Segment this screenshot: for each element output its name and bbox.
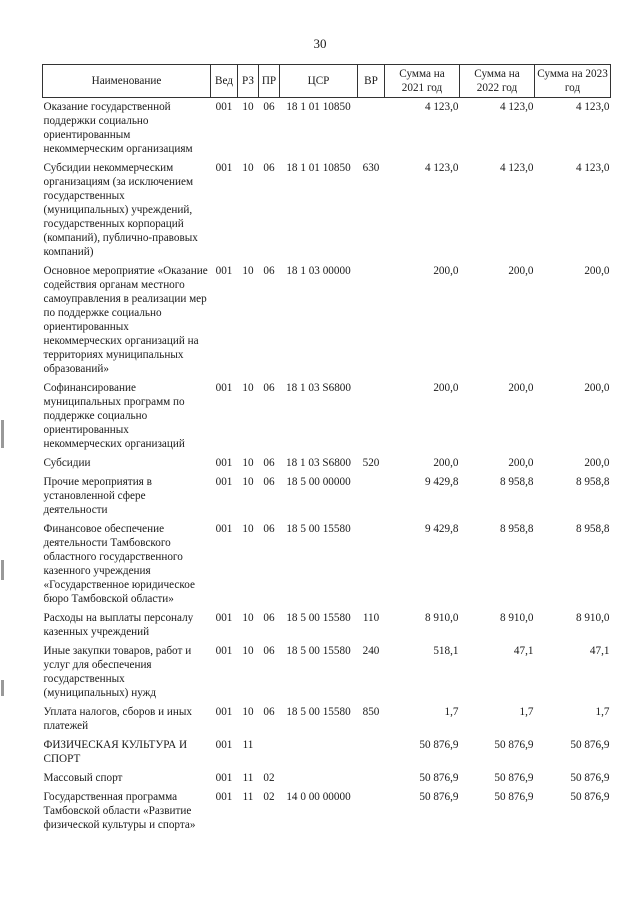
cell-vr [358, 788, 385, 835]
cell-name: Иные закупки товаров, работ и услуг для обеспечения государственных (муниципальных) нужд [43, 645, 192, 699]
cell-sum-2022: 50 876,9 [494, 791, 534, 803]
cell-rz: 11 [242, 772, 254, 784]
cell-rz: 11 [242, 791, 254, 803]
cell-sum-2021: 50 876,9 [419, 739, 459, 751]
table-row [43, 520, 611, 609]
header-2023: Сумма на 2023 год [535, 65, 611, 98]
cell-sum-2022: 8 958,8 [499, 523, 534, 535]
table-row [43, 473, 611, 520]
cell-ved: 001 [215, 382, 233, 394]
cell-name: Оказание государственной поддержки социально ориентированным некоммерческим организациям [43, 101, 193, 155]
cell-sum-2021: 9 429,8 [424, 476, 459, 488]
cell-rz: 10 [242, 382, 254, 394]
cell-name: Государственная программа Тамбовской области «Развитие физической культуры и спорта» [43, 791, 196, 831]
cell-ved: 001 [215, 457, 233, 469]
cell-csr: 18 5 00 15580 [286, 523, 351, 535]
cell-vr [358, 379, 385, 454]
cell-vr: 520 [362, 457, 380, 469]
cell-pr: 06 [263, 476, 275, 488]
cell-rz: 10 [242, 265, 254, 277]
cell-csr: 18 1 01 10850 [286, 101, 351, 113]
cell-sum-2023: 8 958,8 [575, 523, 610, 535]
table-row [43, 788, 611, 835]
cell-sum-2022: 200,0 [508, 265, 534, 277]
cell-pr: 02 [263, 772, 275, 784]
cell-sum-2021: 50 876,9 [419, 791, 459, 803]
table-row [43, 262, 611, 379]
cell-vr [358, 736, 385, 769]
cell-rz: 10 [242, 523, 254, 535]
cell-ved: 001 [215, 772, 233, 784]
cell-name: Субсидии некоммерческим организациям (за исключением государственных (муниципальных) учреждений, государственных корпораций (компаний), публично-правовых компаний) [43, 162, 198, 258]
cell-name: Финансовое обеспечение деятельности Тамбовского областного государственного казенного учреждения «Государственное юридическое бюро Тамбовской области» [43, 523, 195, 605]
header-2022: Сумма на 2022 год [460, 65, 535, 98]
cell-vr: 630 [362, 162, 380, 174]
cell-csr: 18 5 00 15580 [286, 706, 351, 718]
cell-ved: 001 [215, 101, 233, 113]
cell-vr [358, 520, 385, 609]
cell-pr: 06 [263, 101, 275, 113]
cell-vr [358, 98, 385, 160]
cell-sum-2023: 8 910,0 [575, 612, 610, 624]
cell-sum-2023: 4 123,0 [575, 101, 610, 113]
cell-sum-2023: 50 876,9 [570, 772, 610, 784]
cell-sum-2021: 200,0 [433, 457, 459, 469]
table-row [43, 159, 611, 262]
header-row [43, 65, 611, 98]
table-row [43, 379, 611, 454]
cell-sum-2023: 47,1 [589, 645, 610, 657]
header-csr: ЦСР [280, 65, 358, 98]
cell-vr [358, 769, 385, 788]
budget-table [42, 64, 611, 835]
cell-pr: 02 [263, 791, 275, 803]
cell-vr: 850 [362, 706, 380, 718]
cell-sum-2022: 8 958,8 [499, 476, 534, 488]
header-pr: ПР [259, 65, 280, 98]
header-2021: Сумма на 2021 год [385, 65, 460, 98]
cell-pr: 06 [263, 706, 275, 718]
cell-vr: 110 [362, 612, 380, 624]
cell-vr: 240 [362, 645, 380, 657]
cell-pr: 06 [263, 457, 275, 469]
cell-sum-2023: 1,7 [595, 706, 610, 718]
scan-edge-marks [0, 0, 6, 905]
table-row [43, 98, 611, 160]
header-rz: РЗ [238, 65, 259, 98]
cell-sum-2021: 200,0 [433, 382, 459, 394]
cell-pr: 06 [263, 523, 275, 535]
cell-sum-2022: 8 910,0 [499, 612, 534, 624]
cell-csr: 18 1 03 00000 [286, 265, 351, 277]
cell-name: ФИЗИЧЕСКАЯ КУЛЬТУРА И СПОРТ [43, 739, 188, 765]
cell-sum-2021: 200,0 [433, 265, 459, 277]
page-number: 30 [313, 36, 327, 51]
cell-ved: 001 [215, 706, 233, 718]
cell-sum-2022: 47,1 [513, 645, 534, 657]
cell-rz: 10 [242, 162, 254, 174]
cell-rz: 10 [242, 457, 254, 469]
cell-rz: 10 [242, 476, 254, 488]
cell-csr [280, 769, 358, 788]
cell-csr: 18 1 01 10850 [286, 162, 351, 174]
header-ved: Вед [211, 65, 238, 98]
cell-ved: 001 [215, 645, 233, 657]
cell-sum-2023: 50 876,9 [570, 739, 610, 751]
table-row [43, 736, 611, 769]
cell-rz: 10 [242, 706, 254, 718]
cell-sum-2022: 200,0 [508, 382, 534, 394]
cell-ved: 001 [215, 265, 233, 277]
cell-sum-2023: 200,0 [584, 457, 610, 469]
cell-ved: 001 [215, 162, 233, 174]
cell-rz: 10 [242, 101, 254, 113]
cell-name: Уплата налогов, сборов и иных платежей [43, 706, 193, 732]
cell-pr: 06 [263, 612, 275, 624]
table-row [43, 703, 611, 736]
table-row [43, 769, 611, 788]
cell-csr: 18 1 03 S6800 [286, 457, 351, 469]
cell-name: Расходы на выплаты персоналу казенных учреждений [43, 612, 194, 638]
cell-pr: 06 [263, 382, 275, 394]
cell-sum-2021: 1,7 [444, 706, 459, 718]
cell-sum-2022: 4 123,0 [499, 162, 534, 174]
cell-sum-2023: 4 123,0 [575, 162, 610, 174]
cell-sum-2021: 518,1 [433, 645, 459, 657]
header-name: Наименование [43, 65, 211, 98]
cell-ved: 001 [215, 523, 233, 535]
cell-ved: 001 [215, 476, 233, 488]
cell-rz: 10 [242, 645, 254, 657]
cell-csr: 18 1 03 S6800 [286, 382, 351, 394]
cell-rz: 10 [242, 612, 254, 624]
cell-sum-2023: 50 876,9 [570, 791, 610, 803]
cell-sum-2023: 200,0 [584, 382, 610, 394]
cell-csr [280, 736, 358, 769]
cell-sum-2021: 4 123,0 [424, 101, 459, 113]
cell-ved: 001 [215, 612, 233, 624]
cell-sum-2021: 4 123,0 [424, 162, 459, 174]
cell-csr: 18 5 00 15580 [286, 645, 351, 657]
table-row [43, 642, 611, 703]
cell-sum-2022: 50 876,9 [494, 772, 534, 784]
cell-name: Основное мероприятие «Оказание содействия органам местного самоуправления в реализации мер по поддержке социально ориентированных некоммерческих организаций на территориях муниципальных образований» [43, 265, 208, 375]
cell-csr: 14 0 00 00000 [286, 791, 351, 803]
cell-csr: 18 5 00 00000 [286, 476, 351, 488]
cell-sum-2022: 4 123,0 [499, 101, 534, 113]
cell-sum-2022: 1,7 [519, 706, 534, 718]
cell-name: Софинансирование муниципальных программ по поддержке социально ориентированных некоммерческих организаций [43, 382, 185, 450]
cell-csr: 18 5 00 15580 [286, 612, 351, 624]
cell-vr [358, 262, 385, 379]
cell-sum-2022: 200,0 [508, 457, 534, 469]
cell-ved: 001 [215, 791, 233, 803]
cell-vr [358, 473, 385, 520]
cell-sum-2021: 9 429,8 [424, 523, 459, 535]
cell-name: Массовый спорт [43, 772, 123, 784]
cell-name: Субсидии [43, 457, 91, 469]
table-row [43, 454, 611, 473]
cell-sum-2021: 8 910,0 [424, 612, 459, 624]
cell-pr [259, 736, 280, 769]
header-vr: ВР [358, 65, 385, 98]
cell-pr: 06 [263, 645, 275, 657]
cell-name: Прочие мероприятия в установленной сфере деятельности [43, 476, 152, 516]
cell-pr: 06 [263, 162, 275, 174]
cell-sum-2021: 50 876,9 [419, 772, 459, 784]
table-row [43, 609, 611, 642]
cell-sum-2023: 200,0 [584, 265, 610, 277]
cell-pr: 06 [263, 265, 275, 277]
table-body [43, 98, 611, 836]
cell-rz: 11 [242, 739, 254, 751]
cell-sum-2023: 8 958,8 [575, 476, 610, 488]
cell-ved: 001 [215, 739, 233, 751]
cell-sum-2022: 50 876,9 [494, 739, 534, 751]
